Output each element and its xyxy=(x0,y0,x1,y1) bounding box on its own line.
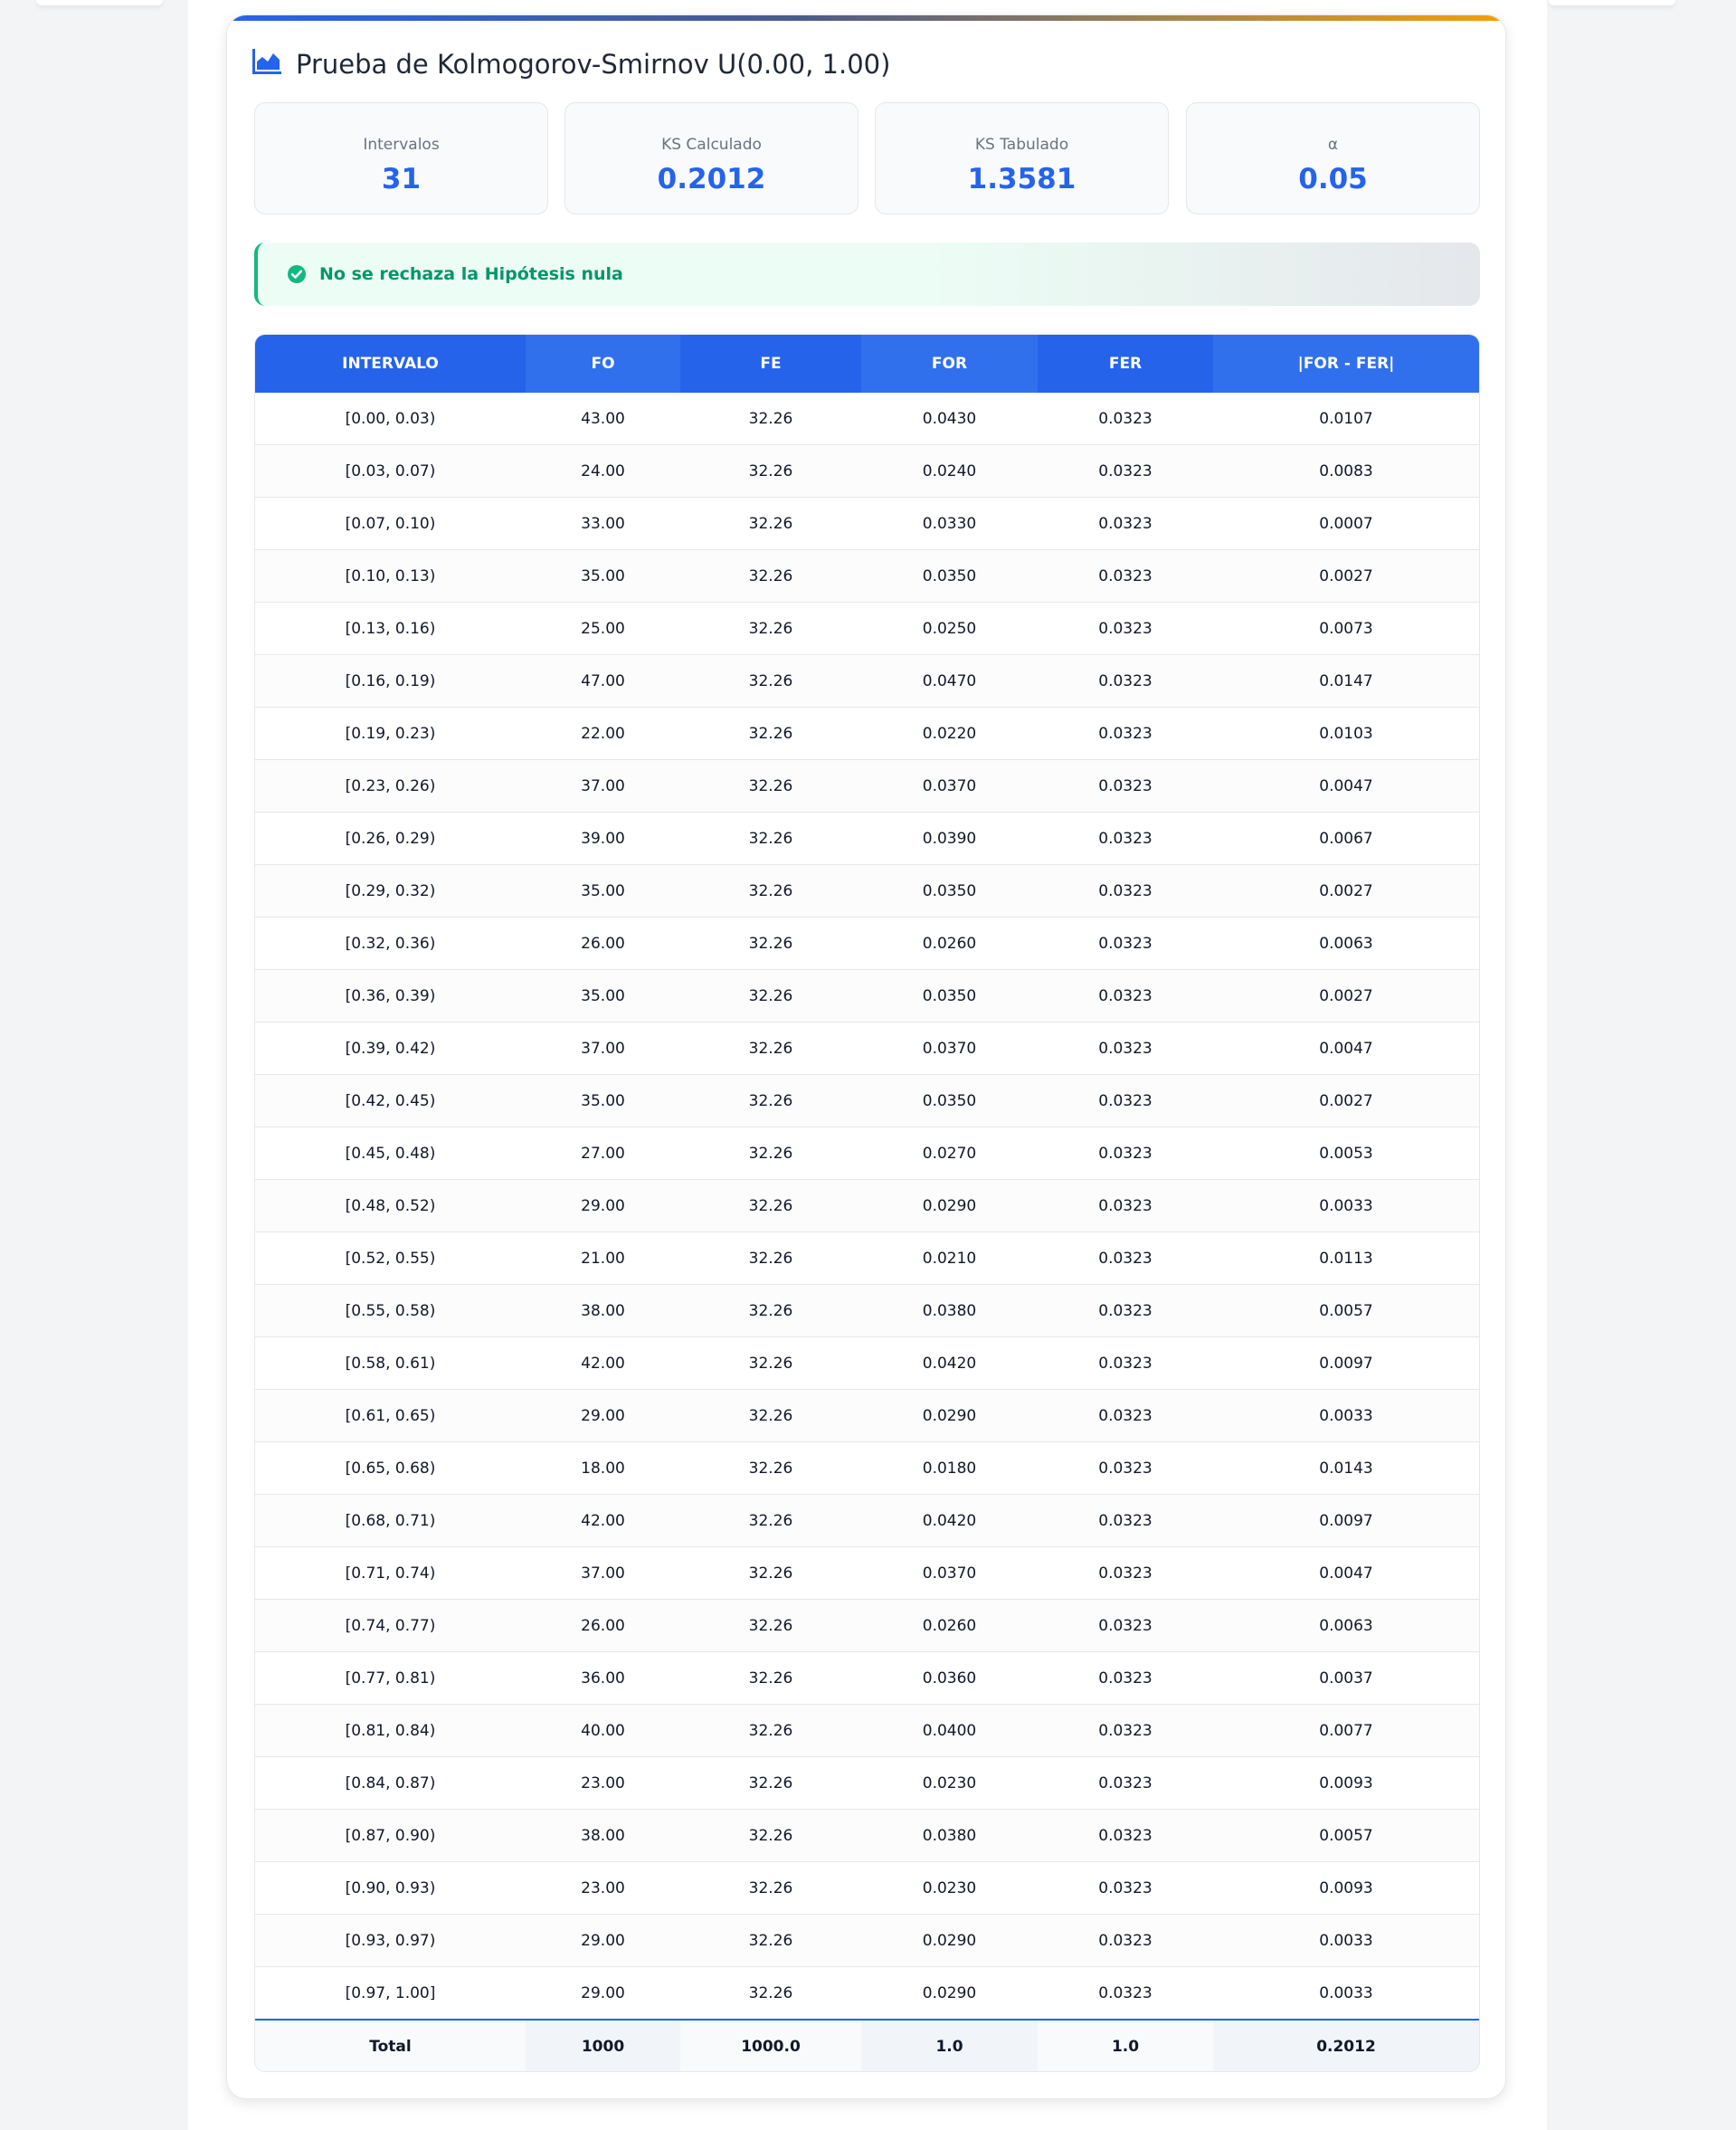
table-cell: 0.0323 xyxy=(1038,865,1213,918)
table-cell: [0.93, 0.97) xyxy=(255,1915,526,1967)
table-cell: 0.0420 xyxy=(861,1337,1038,1390)
table-cell: 32.26 xyxy=(680,1390,861,1442)
table-cell: 0.0067 xyxy=(1213,813,1479,865)
table-cell: 32.26 xyxy=(680,550,861,603)
table-row xyxy=(255,393,1479,445)
table-cell: 32.26 xyxy=(680,655,861,708)
table-cell: 0.0323 xyxy=(1038,1600,1213,1652)
table-cell: 0.0323 xyxy=(1038,1022,1213,1075)
table-cell: [0.26, 0.29) xyxy=(255,813,526,865)
table-cell: 40.00 xyxy=(526,1705,680,1757)
table-cell: 32.26 xyxy=(680,1600,861,1652)
neighbor-card-edge-left xyxy=(36,0,163,5)
table-cell: 0.0073 xyxy=(1213,603,1479,655)
table-cell: 26.00 xyxy=(526,918,680,970)
table-cell: 0.0180 xyxy=(861,1442,1038,1495)
table-row xyxy=(255,1915,1479,1967)
table-cell: 0.0033 xyxy=(1213,1967,1479,2021)
table-cell: 0.0323 xyxy=(1038,550,1213,603)
table-cell: 0.0370 xyxy=(861,1547,1038,1600)
table-cell: 0.0470 xyxy=(861,655,1038,708)
neighbor-card-edge-right xyxy=(1549,0,1675,5)
table-cell: 0.0323 xyxy=(1038,708,1213,760)
table-cell: 0.0323 xyxy=(1038,970,1213,1022)
stat-value: 0.05 xyxy=(1298,163,1368,195)
table-cell: 32.26 xyxy=(680,445,861,498)
table-cell: 0.0323 xyxy=(1038,918,1213,970)
table-cell: 0.0063 xyxy=(1213,1600,1479,1652)
area-chart-icon xyxy=(252,49,281,81)
table-cell: 0.0323 xyxy=(1038,1075,1213,1127)
table-body xyxy=(255,393,1479,2020)
table-cell: 0.0323 xyxy=(1038,1285,1213,1337)
table-cell: [0.36, 0.39) xyxy=(255,970,526,1022)
table-cell: 0.0323 xyxy=(1038,445,1213,498)
table-cell: 18.00 xyxy=(526,1442,680,1495)
table-cell: 0.0323 xyxy=(1038,603,1213,655)
table-cell: 0.0027 xyxy=(1213,550,1479,603)
table-cell: 25.00 xyxy=(526,603,680,655)
table-cell: 32.26 xyxy=(680,1442,861,1495)
result-alert xyxy=(254,242,1480,306)
table-cell: 0.0420 xyxy=(861,1495,1038,1547)
table-cell: 0.0230 xyxy=(861,1757,1038,1810)
table-cell: 32.26 xyxy=(680,1180,861,1232)
table-cell: 22.00 xyxy=(526,708,680,760)
table-cell: 32.26 xyxy=(680,970,861,1022)
table-row xyxy=(255,970,1479,1022)
table-cell: [0.42, 0.45) xyxy=(255,1075,526,1127)
table-cell: 32.26 xyxy=(680,865,861,918)
table-cell: 0.0053 xyxy=(1213,1127,1479,1180)
table-cell: 0.0350 xyxy=(861,970,1038,1022)
table-cell: 0.0027 xyxy=(1213,1075,1479,1127)
table-cell: 32.26 xyxy=(680,1915,861,1967)
table-row xyxy=(255,1442,1479,1495)
table-cell: 35.00 xyxy=(526,970,680,1022)
table-cell: 0.0370 xyxy=(861,760,1038,813)
table-cell: 32.26 xyxy=(680,603,861,655)
table-row xyxy=(255,1547,1479,1600)
table-cell: 0.0323 xyxy=(1038,1652,1213,1705)
table-cell: [0.97, 1.00] xyxy=(255,1967,526,2021)
table-cell: 0.0350 xyxy=(861,1075,1038,1127)
table-cell: 0.0370 xyxy=(861,1022,1038,1075)
stat-value: 31 xyxy=(381,163,422,195)
table-cell: [0.58, 0.61) xyxy=(255,1337,526,1390)
table-cell: 47.00 xyxy=(526,655,680,708)
ks-table xyxy=(255,335,1479,2072)
table-cell: 0.0323 xyxy=(1038,813,1213,865)
table-row xyxy=(255,918,1479,970)
table-cell: 0.0047 xyxy=(1213,1547,1479,1600)
table-cell: 32.26 xyxy=(680,1022,861,1075)
table-cell: 0.0323 xyxy=(1038,498,1213,550)
table-cell: 0.0323 xyxy=(1038,1967,1213,2021)
table-row xyxy=(255,445,1479,498)
table-cell: 0.0323 xyxy=(1038,760,1213,813)
card-accent-bar xyxy=(227,15,1505,21)
table-cell: [0.61, 0.65) xyxy=(255,1390,526,1442)
table-cell: 32.26 xyxy=(680,1705,861,1757)
table-row xyxy=(255,655,1479,708)
table-cell: 0.0323 xyxy=(1038,1915,1213,1967)
ks-test-card xyxy=(226,14,1506,2099)
table-cell: [0.65, 0.68) xyxy=(255,1442,526,1495)
table-cell: 0.0033 xyxy=(1213,1915,1479,1967)
table-cell: 32.26 xyxy=(680,1232,861,1285)
table-cell: 0.0097 xyxy=(1213,1337,1479,1390)
table-cell: 32.26 xyxy=(680,1127,861,1180)
table-cell: 36.00 xyxy=(526,1652,680,1705)
table-cell: 35.00 xyxy=(526,865,680,918)
table-cell: 21.00 xyxy=(526,1232,680,1285)
table-cell: 32.26 xyxy=(680,393,861,445)
table-cell: 32.26 xyxy=(680,1285,861,1337)
column-header: |FOR - FER| xyxy=(1213,335,1479,393)
table-cell: [0.13, 0.16) xyxy=(255,603,526,655)
table-cell: 0.0007 xyxy=(1213,498,1479,550)
table-cell: 43.00 xyxy=(526,393,680,445)
table-cell: 32.26 xyxy=(680,1547,861,1600)
table-cell: 23.00 xyxy=(526,1757,680,1810)
total-cell: 1000 xyxy=(526,2020,680,2072)
table-cell: 27.00 xyxy=(526,1127,680,1180)
table-cell: 37.00 xyxy=(526,760,680,813)
table-cell: 0.0323 xyxy=(1038,1705,1213,1757)
result-text: No se rechaza la Hipótesis nula xyxy=(319,264,623,284)
table-cell: [0.23, 0.26) xyxy=(255,760,526,813)
table-cell: [0.03, 0.07) xyxy=(255,445,526,498)
table-cell: 0.0323 xyxy=(1038,1127,1213,1180)
table-cell: [0.74, 0.77) xyxy=(255,1600,526,1652)
table-cell: 0.0380 xyxy=(861,1810,1038,1862)
table-row xyxy=(255,1180,1479,1232)
table-cell: 0.0220 xyxy=(861,708,1038,760)
table-cell: 0.0093 xyxy=(1213,1757,1479,1810)
stat-label: KS Calculado xyxy=(661,136,762,154)
table-cell: 0.0107 xyxy=(1213,393,1479,445)
card-title xyxy=(252,46,890,82)
table-cell: 29.00 xyxy=(526,1180,680,1232)
table-cell: 35.00 xyxy=(526,1075,680,1127)
table-cell: 0.0330 xyxy=(861,498,1038,550)
stat-card-intervals xyxy=(254,102,548,214)
table-cell: 35.00 xyxy=(526,550,680,603)
total-cell: Total xyxy=(255,2020,526,2072)
table-cell: 32.26 xyxy=(680,1862,861,1915)
table-cell: 0.0323 xyxy=(1038,1757,1213,1810)
table-cell: [0.77, 0.81) xyxy=(255,1652,526,1705)
table-cell: [0.84, 0.87) xyxy=(255,1757,526,1810)
table-cell: 0.0147 xyxy=(1213,655,1479,708)
table-row xyxy=(255,1337,1479,1390)
table-row xyxy=(255,1075,1479,1127)
table-cell: 0.0057 xyxy=(1213,1810,1479,1862)
column-header: FO xyxy=(526,335,680,393)
table-cell: 29.00 xyxy=(526,1967,680,2021)
table-row xyxy=(255,550,1479,603)
table-cell: 32.26 xyxy=(680,1495,861,1547)
table-cell: 0.0323 xyxy=(1038,1495,1213,1547)
table-row xyxy=(255,708,1479,760)
table-cell: 0.0240 xyxy=(861,445,1038,498)
table-cell: [0.00, 0.03) xyxy=(255,393,526,445)
table-cell: [0.10, 0.13) xyxy=(255,550,526,603)
table-cell: [0.16, 0.19) xyxy=(255,655,526,708)
table-cell: 0.0047 xyxy=(1213,760,1479,813)
table-cell: 0.0113 xyxy=(1213,1232,1479,1285)
table-cell: 38.00 xyxy=(526,1810,680,1862)
table-cell: 0.0323 xyxy=(1038,1547,1213,1600)
table-cell: 26.00 xyxy=(526,1600,680,1652)
table-row xyxy=(255,1232,1479,1285)
stat-value: 1.3581 xyxy=(967,163,1077,195)
table-cell: [0.48, 0.52) xyxy=(255,1180,526,1232)
table-cell: 0.0323 xyxy=(1038,1862,1213,1915)
table-cell: 38.00 xyxy=(526,1285,680,1337)
table-cell: 0.0270 xyxy=(861,1127,1038,1180)
table-cell: [0.19, 0.23) xyxy=(255,708,526,760)
table-row xyxy=(255,603,1479,655)
table-cell: 0.0380 xyxy=(861,1285,1038,1337)
table-cell: 0.0323 xyxy=(1038,1337,1213,1390)
table-cell: 0.0083 xyxy=(1213,445,1479,498)
table-cell: [0.81, 0.84) xyxy=(255,1705,526,1757)
table-cell: 32.26 xyxy=(680,708,861,760)
table-row xyxy=(255,498,1479,550)
table-cell: 0.0290 xyxy=(861,1390,1038,1442)
table-cell: 0.0143 xyxy=(1213,1442,1479,1495)
table-cell: 39.00 xyxy=(526,813,680,865)
table-cell: 0.0290 xyxy=(861,1915,1038,1967)
table-row xyxy=(255,865,1479,918)
table-row xyxy=(255,1390,1479,1442)
table-cell: 0.0037 xyxy=(1213,1652,1479,1705)
table-row xyxy=(255,1022,1479,1075)
table-cell: 0.0210 xyxy=(861,1232,1038,1285)
table-cell: 32.26 xyxy=(680,760,861,813)
table-row xyxy=(255,1810,1479,1862)
total-cell: 1000.0 xyxy=(680,2020,861,2072)
table-cell: 0.0097 xyxy=(1213,1495,1479,1547)
table-cell: [0.39, 0.42) xyxy=(255,1022,526,1075)
total-cell: 1.0 xyxy=(1038,2020,1213,2072)
table-cell: [0.71, 0.74) xyxy=(255,1547,526,1600)
table-cell: 32.26 xyxy=(680,1337,861,1390)
table-cell: 32.26 xyxy=(680,1757,861,1810)
stat-value: 0.2012 xyxy=(657,163,766,195)
table-cell: 0.0047 xyxy=(1213,1022,1479,1075)
table-row xyxy=(255,1600,1479,1652)
table-cell: 32.26 xyxy=(680,498,861,550)
table-cell: 0.0290 xyxy=(861,1967,1038,2021)
table-cell: 0.0260 xyxy=(861,918,1038,970)
table-header-row xyxy=(255,335,1479,393)
table-row xyxy=(255,1967,1479,2021)
table-total-row xyxy=(255,2020,1479,2072)
table-cell: 0.0033 xyxy=(1213,1180,1479,1232)
table-cell: 0.0027 xyxy=(1213,970,1479,1022)
stat-label: KS Tabulado xyxy=(974,136,1069,154)
table-cell: 32.26 xyxy=(680,918,861,970)
table-row xyxy=(255,1285,1479,1337)
table-cell: 0.0400 xyxy=(861,1705,1038,1757)
table-cell: 0.0350 xyxy=(861,865,1038,918)
check-circle-icon xyxy=(287,264,307,284)
table-row xyxy=(255,1757,1479,1810)
table-cell: 29.00 xyxy=(526,1390,680,1442)
table-row xyxy=(255,1705,1479,1757)
stat-card-alpha xyxy=(1186,102,1480,214)
table-cell: 0.0323 xyxy=(1038,1810,1213,1862)
table-cell: 0.0103 xyxy=(1213,708,1479,760)
table-cell: 0.0360 xyxy=(861,1652,1038,1705)
card-title-text: Prueba de Kolmogorov-Smirnov U(0.00, 1.00) xyxy=(296,49,891,80)
table-cell: [0.45, 0.48) xyxy=(255,1127,526,1180)
total-cell: 1.0 xyxy=(861,2020,1038,2072)
column-header: FE xyxy=(680,335,861,393)
table-cell: 24.00 xyxy=(526,445,680,498)
table-cell: 0.0260 xyxy=(861,1600,1038,1652)
table-row xyxy=(255,1495,1479,1547)
ks-table-container xyxy=(254,334,1480,2072)
table-cell: 0.0093 xyxy=(1213,1862,1479,1915)
table-row xyxy=(255,1127,1479,1180)
table-cell: [0.90, 0.93) xyxy=(255,1862,526,1915)
table-cell: [0.68, 0.71) xyxy=(255,1495,526,1547)
table-cell: 0.0323 xyxy=(1038,655,1213,708)
table-cell: 32.26 xyxy=(680,1810,861,1862)
table-cell: 0.0250 xyxy=(861,603,1038,655)
stat-card-ks-tabulated xyxy=(875,102,1169,214)
table-cell: 33.00 xyxy=(526,498,680,550)
table-cell: 0.0323 xyxy=(1038,1232,1213,1285)
column-header: INTERVALO xyxy=(255,335,526,393)
table-cell: 23.00 xyxy=(526,1862,680,1915)
table-cell: 0.0077 xyxy=(1213,1705,1479,1757)
table-cell: 37.00 xyxy=(526,1022,680,1075)
table-cell: 0.0290 xyxy=(861,1180,1038,1232)
table-cell: 0.0350 xyxy=(861,550,1038,603)
table-cell: 29.00 xyxy=(526,1915,680,1967)
table-cell: 42.00 xyxy=(526,1337,680,1390)
table-cell: 0.0057 xyxy=(1213,1285,1479,1337)
table-row xyxy=(255,813,1479,865)
stat-card-ks-calculated xyxy=(564,102,859,214)
table-row xyxy=(255,760,1479,813)
table-cell: 37.00 xyxy=(526,1547,680,1600)
table-cell: 0.0230 xyxy=(861,1862,1038,1915)
table-cell: 32.26 xyxy=(680,1075,861,1127)
table-row xyxy=(255,1862,1479,1915)
table-cell: 0.0027 xyxy=(1213,865,1479,918)
table-cell: [0.07, 0.10) xyxy=(255,498,526,550)
table-cell: [0.87, 0.90) xyxy=(255,1810,526,1862)
table-cell: 32.26 xyxy=(680,1967,861,2021)
stats-row xyxy=(254,102,1480,214)
table-cell: 42.00 xyxy=(526,1495,680,1547)
table-cell: [0.55, 0.58) xyxy=(255,1285,526,1337)
table-cell: 0.0323 xyxy=(1038,1180,1213,1232)
table-cell: [0.32, 0.36) xyxy=(255,918,526,970)
table-cell: 0.0063 xyxy=(1213,918,1479,970)
stat-label: α xyxy=(1327,136,1339,154)
table-cell: 32.26 xyxy=(680,813,861,865)
table-cell: 0.0323 xyxy=(1038,393,1213,445)
column-header: FER xyxy=(1038,335,1213,393)
total-cell: 0.2012 xyxy=(1213,2020,1479,2072)
table-cell: 0.0430 xyxy=(861,393,1038,445)
column-header: FOR xyxy=(861,335,1038,393)
stat-label: Intervalos xyxy=(363,136,440,154)
table-cell: [0.52, 0.55) xyxy=(255,1232,526,1285)
table-row xyxy=(255,1652,1479,1705)
table-cell: 0.0323 xyxy=(1038,1390,1213,1442)
table-cell: 0.0323 xyxy=(1038,1442,1213,1495)
table-cell: 32.26 xyxy=(680,1652,861,1705)
table-cell: 0.0390 xyxy=(861,813,1038,865)
table-cell: [0.29, 0.32) xyxy=(255,865,526,918)
table-cell: 0.0033 xyxy=(1213,1390,1479,1442)
